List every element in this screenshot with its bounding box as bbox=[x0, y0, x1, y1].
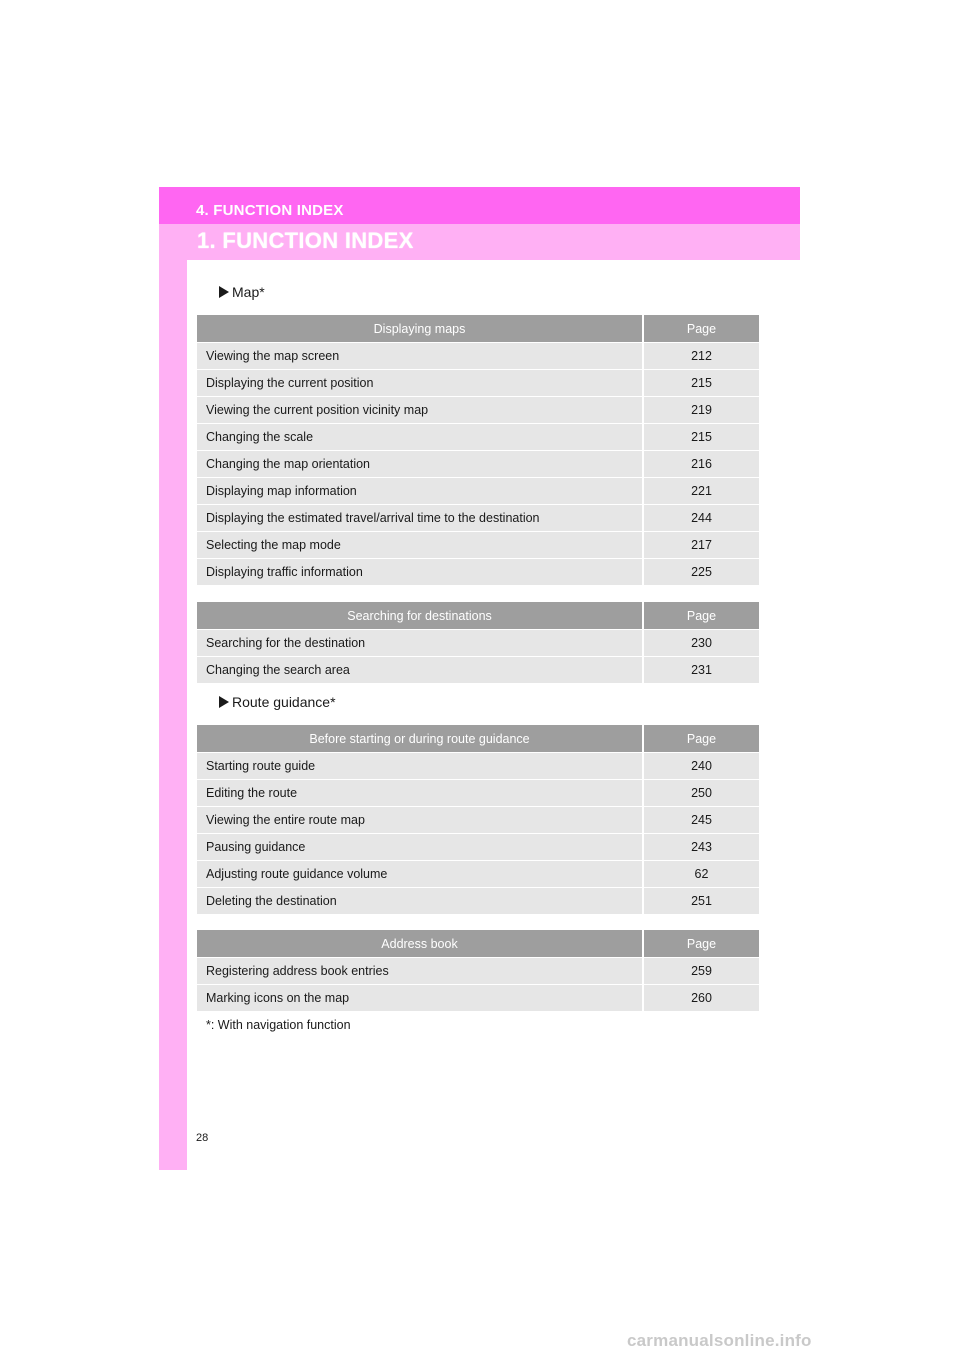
table-header-topic: Address book bbox=[197, 930, 643, 958]
row-page: 217 bbox=[643, 532, 759, 559]
group-heading-map bbox=[219, 284, 265, 300]
table-searching-destinations bbox=[197, 602, 759, 683]
table-displaying-maps bbox=[197, 315, 759, 585]
row-topic: Selecting the map mode bbox=[197, 532, 643, 559]
row-page: 225 bbox=[643, 559, 759, 586]
row-page: 260 bbox=[643, 985, 759, 1012]
table-header-topic: Searching for destinations bbox=[197, 602, 643, 630]
table-row bbox=[197, 807, 759, 834]
row-topic: Marking icons on the map bbox=[197, 985, 643, 1012]
table-header-topic: Displaying maps bbox=[197, 315, 643, 343]
row-topic: Changing the scale bbox=[197, 424, 643, 451]
group-heading-route-guidance bbox=[219, 694, 336, 710]
table-row bbox=[197, 559, 759, 586]
row-topic: Changing the map orientation bbox=[197, 451, 643, 478]
table-row bbox=[197, 780, 759, 807]
table-header-page: Page bbox=[643, 315, 759, 343]
row-topic: Starting route guide bbox=[197, 753, 643, 780]
row-page: 221 bbox=[643, 478, 759, 505]
row-page: 244 bbox=[643, 505, 759, 532]
table-header-page: Page bbox=[643, 725, 759, 753]
table-row bbox=[197, 657, 759, 684]
group-heading-label: Route guidance* bbox=[232, 694, 336, 710]
row-page: 250 bbox=[643, 780, 759, 807]
row-topic: Displaying the estimated travel/arrival time to the destination bbox=[197, 505, 643, 532]
row-page: 62 bbox=[643, 861, 759, 888]
row-page: 243 bbox=[643, 834, 759, 861]
section-label: 4. FUNCTION INDEX bbox=[196, 202, 344, 219]
row-topic: Displaying traffic information bbox=[197, 559, 643, 586]
row-topic: Registering address book entries bbox=[197, 958, 643, 985]
table-row bbox=[197, 532, 759, 559]
triangle-bullet-icon bbox=[219, 286, 229, 298]
side-color-strip bbox=[159, 187, 187, 1170]
table-row bbox=[197, 861, 759, 888]
row-page: 231 bbox=[643, 657, 759, 684]
row-topic: Viewing the entire route map bbox=[197, 807, 643, 834]
table-header-topic: Before starting or during route guidance bbox=[197, 725, 643, 753]
table-row bbox=[197, 451, 759, 478]
table-row bbox=[197, 505, 759, 532]
row-page: 230 bbox=[643, 630, 759, 657]
table-row bbox=[197, 753, 759, 780]
row-topic: Viewing the map screen bbox=[197, 343, 643, 370]
table-row bbox=[197, 958, 759, 985]
row-topic: Searching for the destination bbox=[197, 630, 643, 657]
triangle-bullet-icon bbox=[219, 696, 229, 708]
table-row bbox=[197, 478, 759, 505]
table-row bbox=[197, 630, 759, 657]
table-address-book bbox=[197, 930, 759, 1011]
row-topic: Viewing the current position vicinity map bbox=[197, 397, 643, 424]
row-page: 245 bbox=[643, 807, 759, 834]
row-page: 212 bbox=[643, 343, 759, 370]
row-topic: Changing the search area bbox=[197, 657, 643, 684]
row-topic: Editing the route bbox=[197, 780, 643, 807]
table-row bbox=[197, 343, 759, 370]
table-row bbox=[197, 370, 759, 397]
row-topic: Adjusting route guidance volume bbox=[197, 861, 643, 888]
row-topic: Displaying the current position bbox=[197, 370, 643, 397]
table-row bbox=[197, 397, 759, 424]
footnote: *: With navigation function bbox=[206, 1018, 351, 1032]
row-page: 259 bbox=[643, 958, 759, 985]
table-header-page: Page bbox=[643, 602, 759, 630]
row-topic: Pausing guidance bbox=[197, 834, 643, 861]
row-page: 251 bbox=[643, 888, 759, 915]
table-row bbox=[197, 834, 759, 861]
row-page: 215 bbox=[643, 424, 759, 451]
table-row bbox=[197, 888, 759, 915]
row-page: 216 bbox=[643, 451, 759, 478]
row-page: 215 bbox=[643, 370, 759, 397]
table-header-page: Page bbox=[643, 930, 759, 958]
page-number: 28 bbox=[196, 1132, 209, 1144]
row-topic: Deleting the destination bbox=[197, 888, 643, 915]
row-page: 219 bbox=[643, 397, 759, 424]
watermark-text: carmanualsonline.info bbox=[627, 1331, 812, 1350]
page-title: 1. FUNCTION INDEX bbox=[197, 228, 414, 253]
row-page: 240 bbox=[643, 753, 759, 780]
table-route-guidance bbox=[197, 725, 759, 914]
row-topic: Displaying map information bbox=[197, 478, 643, 505]
group-heading-label: Map* bbox=[232, 284, 265, 300]
table-row bbox=[197, 424, 759, 451]
table-row bbox=[197, 985, 759, 1012]
